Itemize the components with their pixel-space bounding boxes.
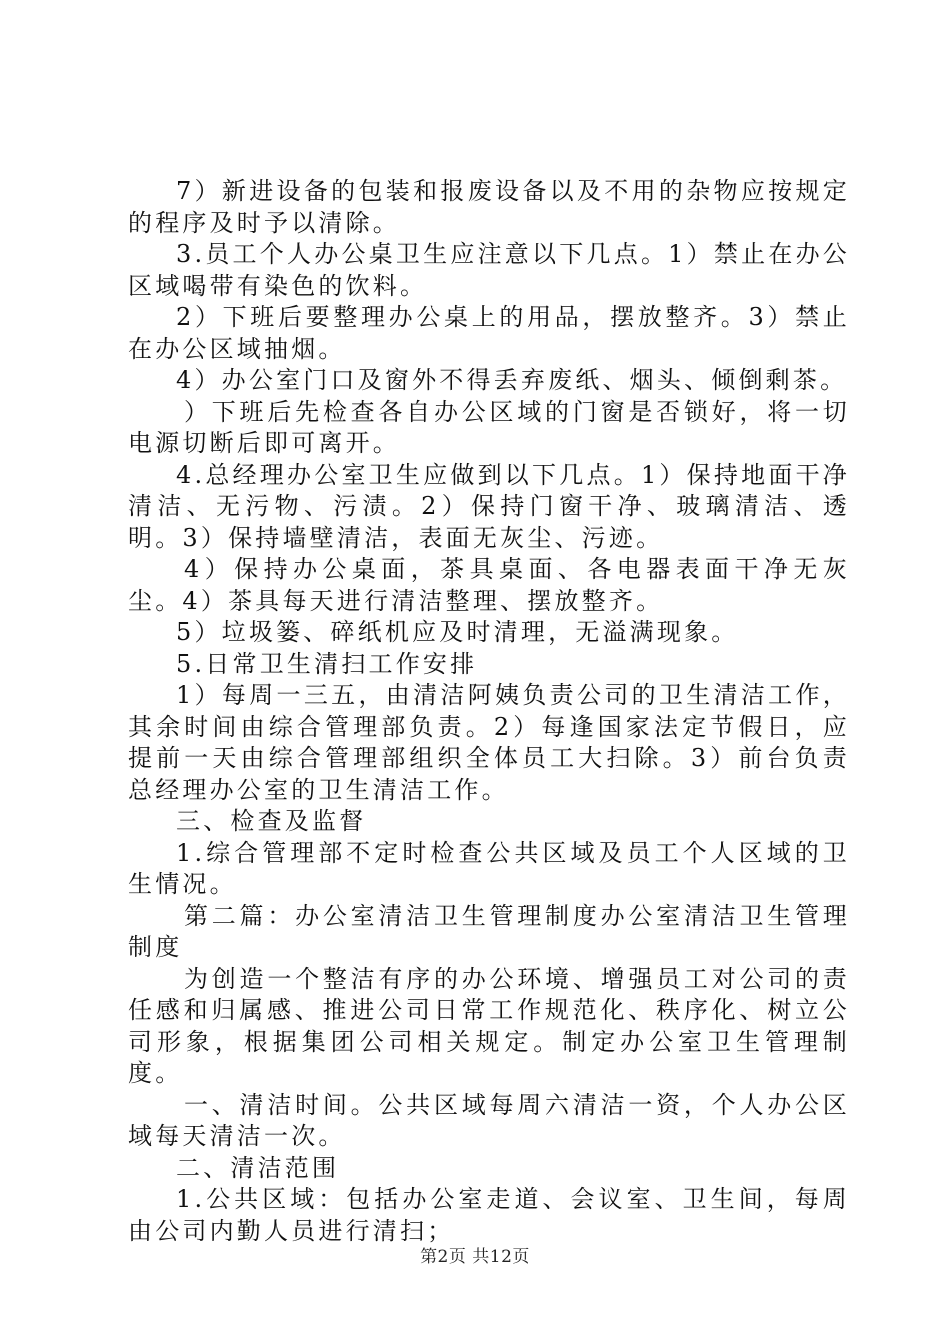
paragraph: 1.公共区域：包括办公室走道、会议室、卫生间，每周由公司内勤人员进行清扫； <box>128 1185 850 1245</box>
paragraph: 1.综合管理部不定时检查公共区域及员工个人区域的卫生情况。 <box>128 838 850 898</box>
page-number-footer: 第2页 共12页 <box>420 1247 530 1267</box>
paragraph: 2）下班后要整理办公桌上的用品，摆放整齐。3）禁止在办公区域抽烟。 <box>128 303 850 363</box>
paragraph: 5）垃圾篓、碎纸机应及时清理，无溢满现象。 <box>176 618 739 646</box>
paragraph: 3.员工个人办公桌卫生应注意以下几点。1）禁止在办公区域喝带有染色的饮料。 <box>128 240 850 300</box>
paragraph: 7）新进设备的包装和报废设备以及不用的杂物应按规定的程序及时予以清除。 <box>128 177 850 237</box>
document-body <box>128 176 850 1247</box>
section-heading: 三、检查及监督 <box>176 807 367 835</box>
section-heading: 二、清洁范围 <box>176 1153 340 1182</box>
paragraph: 4）保持办公桌面，茶具桌面、各电器表面干净无灰尘。4）茶具每天进行清洁整理、摆放整齐。 <box>128 555 850 615</box>
paragraph: 为创造一个整洁有序的办公环境、增强员工对公司的责任感和归属感、推进公司日常工作规范化、秩序化、树立公司形象，根据集团公司相关规定。制定办公室卫生管理制度。 <box>128 964 850 1087</box>
section-heading: 5.日常卫生清扫工作安排 <box>176 649 478 678</box>
paragraph: ）下班后先检查各自办公区域的门窗是否锁好，将一切电源切断后即可离开。 <box>128 397 850 457</box>
chapter-title: 第二篇：办公室清洁卫生管理制度办公室清洁卫生管理制度 <box>128 901 850 961</box>
paragraph: 4.总经理办公室卫生应做到以下几点。1）保持地面干净清洁、无污物、污渍。2）保持门窗干净、玻璃清洁、透明。3）保持墙壁清洁，表面无灰尘、污迹。 <box>128 460 850 552</box>
paragraph: 1）每周一三五，由清洁阿姨负责公司的卫生清洁工作，其余时间由综合管理部负责。2）每逢国家法定节假日，应提前一天由综合管理部组织全体员工大扫除。3）前台负责总经理办公室的卫生清洁工作。 <box>128 681 850 804</box>
paragraph: 一、清洁时间。公共区域每周六清洁一资，个人办公区域每天清洁一次。 <box>128 1090 850 1150</box>
paragraph: 4）办公室门口及窗外不得丢弃废纸、烟头、倾倒剩茶。 <box>176 366 848 394</box>
